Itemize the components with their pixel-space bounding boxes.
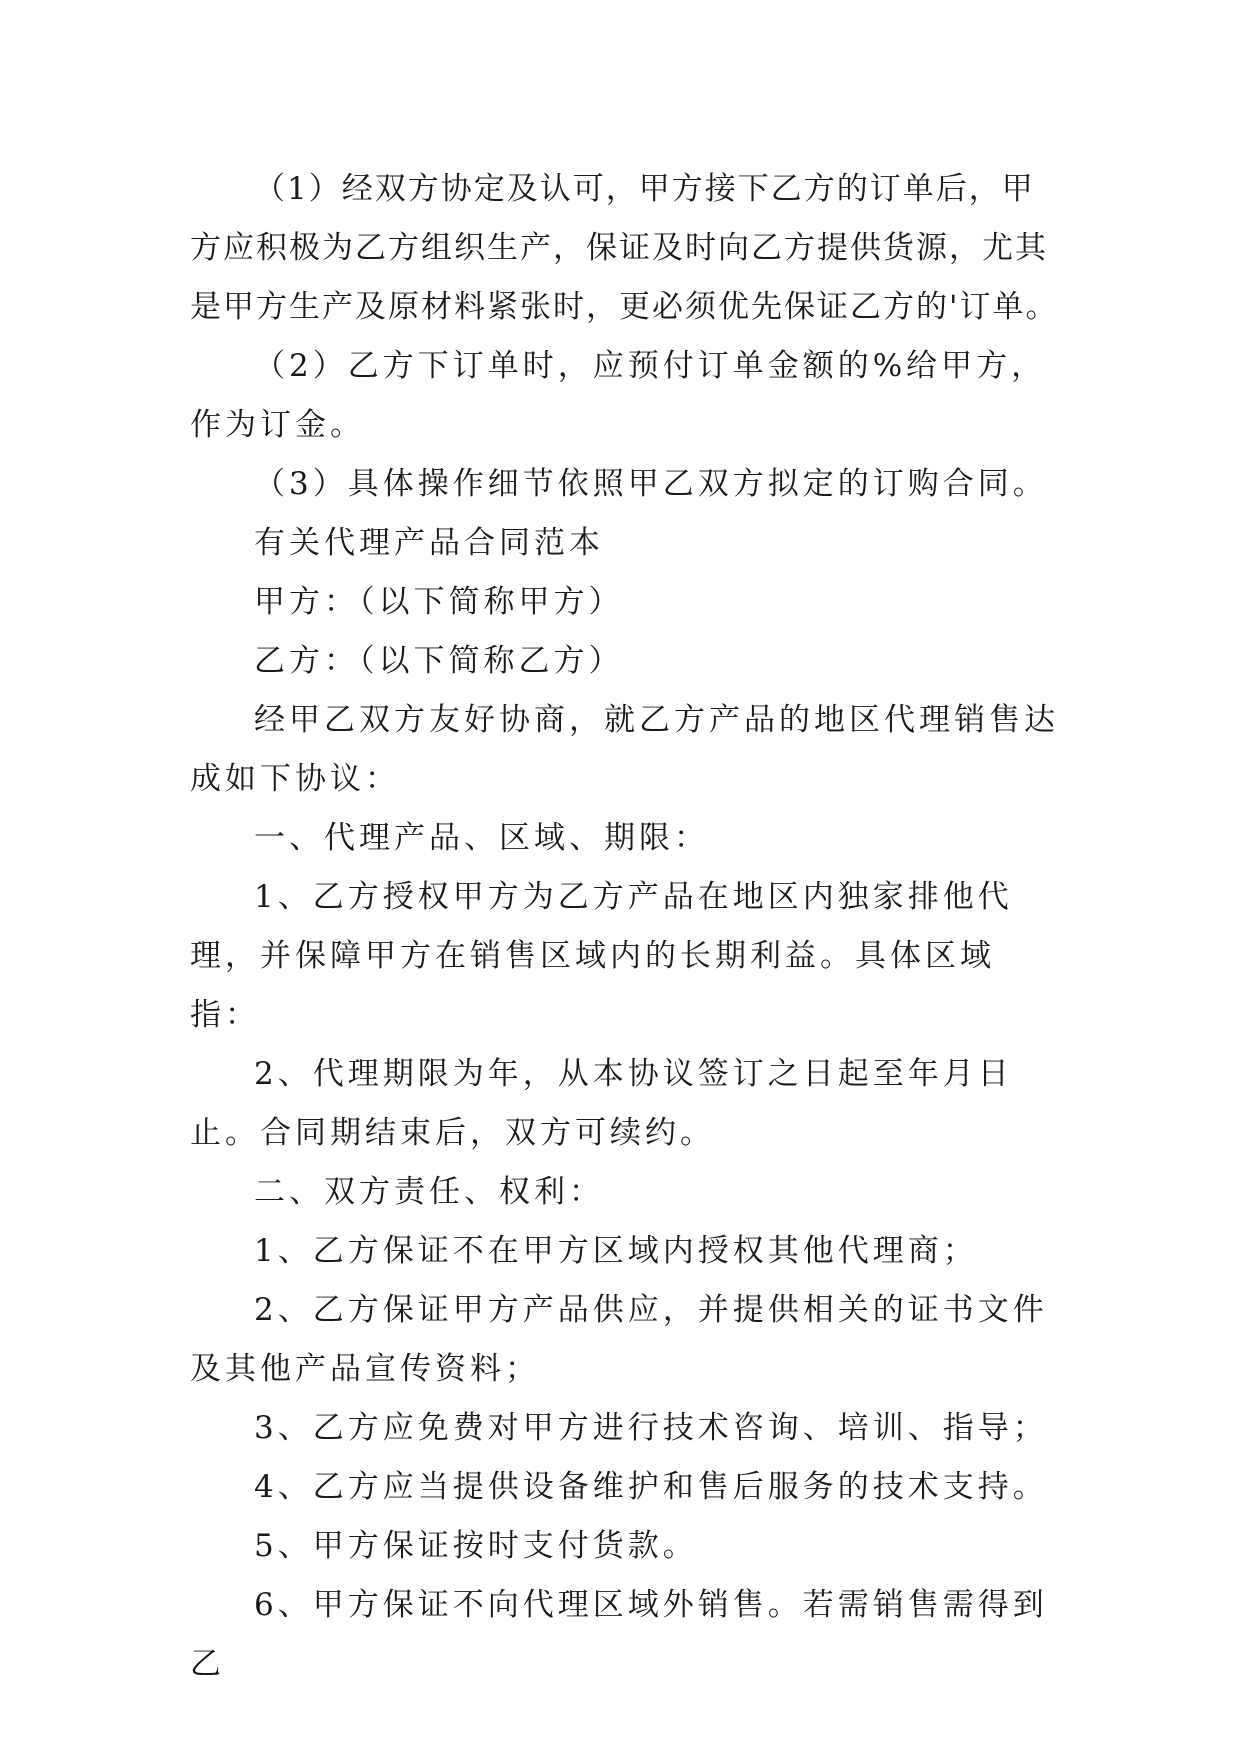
section-2-item-4: 4、乙方应当提供设备维护和售后服务的技术支持。	[254, 1469, 1048, 1505]
party-a-line: 甲方：（以下简称甲方）	[254, 584, 624, 620]
paragraph-clause-1: （1）经双方协定及认可，甲方接下乙方的订单后，甲方应积极为乙方组织生产，保证及时向乙方提供货源，尤其是甲方生产及原材料紧张时，更必须优先保证乙方的'订单。	[190, 171, 1059, 325]
document-title: 有关代理产品合同范本	[254, 525, 604, 561]
paragraph-clause-2: （2）乙方下订单时，应预付订单金额的%给甲方，作为订金。	[190, 348, 1047, 443]
document-body	[190, 160, 1060, 1694]
preamble-paragraph: 经甲乙双方友好协商，就乙方产品的地区代理销售达成如下协议：	[190, 702, 1059, 797]
paragraph-clause-3: （3）具体操作细节依照甲乙双方拟定的订购合同。	[254, 466, 1048, 502]
section-heading-2: 二、双方责任、权利：	[254, 1174, 604, 1210]
section-2-item-3: 3、乙方应免费对甲方进行技术咨询、培训、指导；	[254, 1410, 1048, 1446]
section-2-item-5: 5、甲方保证按时支付货款。	[254, 1528, 698, 1564]
section-heading-1: 一、代理产品、区域、期限：	[254, 820, 709, 856]
party-b-line: 乙方：（以下简称乙方）	[254, 643, 624, 679]
section-2-item-1: 1、乙方保证不在甲方区域内授权其他代理商；	[254, 1233, 978, 1269]
section-1-item-1: 1、乙方授权甲方为乙方产品在地区内独家排他代理，并保障甲方在销售区域内的长期利益。具体区域指：	[190, 879, 1013, 1033]
section-2-item-2: 2、乙方保证甲方产品供应，并提供相关的证书文件及其他产品宣传资料；	[190, 1292, 1048, 1387]
section-2-item-6: 6、甲方保证不向代理区域外销售。若需销售需得到乙	[190, 1587, 1048, 1682]
section-1-item-2: 2、代理期限为年，从本协议签订之日起至年月日止。合同期结束后，双方可续约。	[190, 1056, 1013, 1151]
